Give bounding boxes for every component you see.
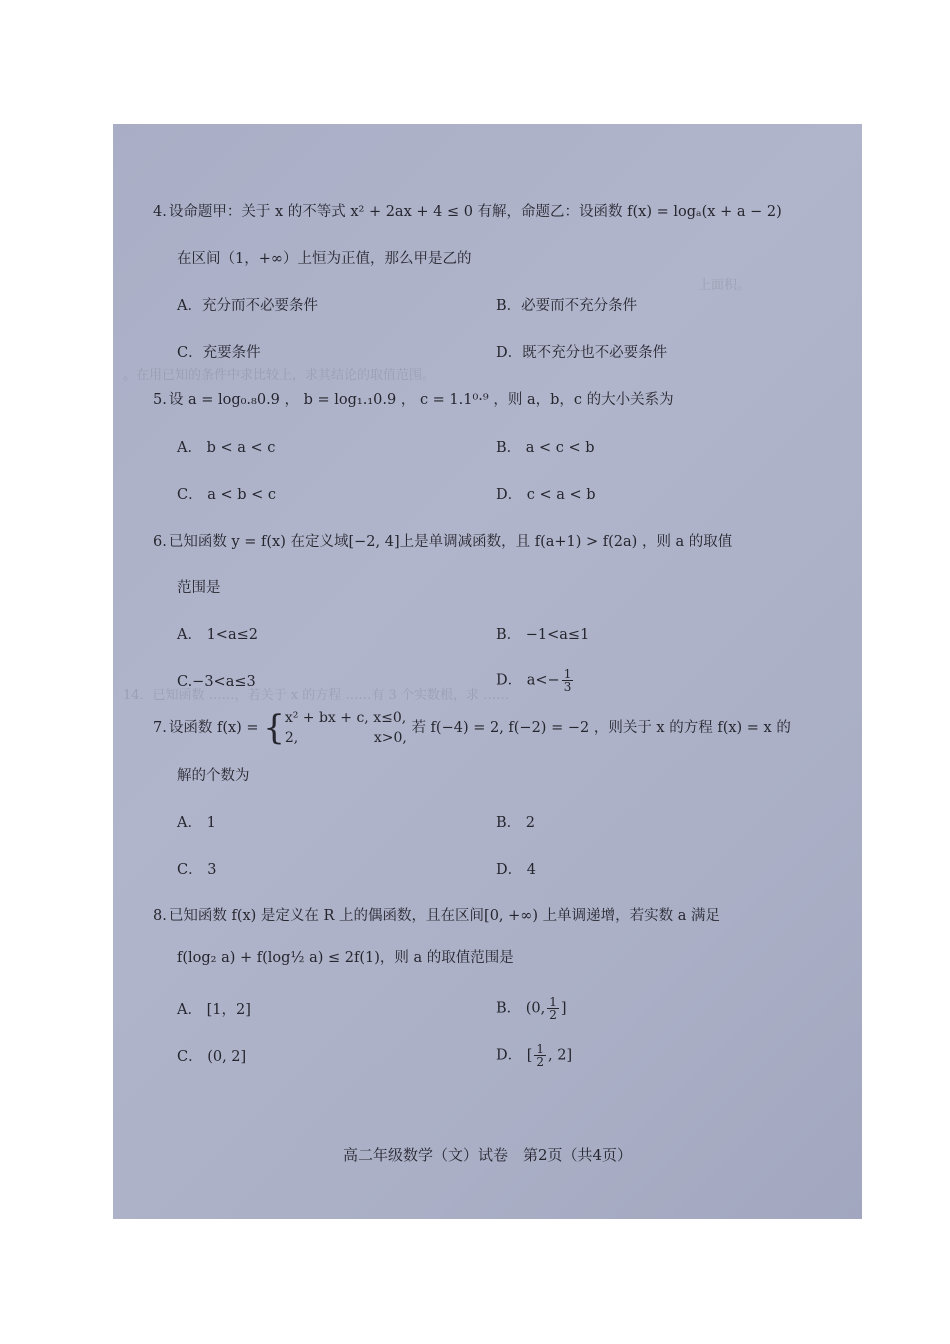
question-6-option-b[interactable]: B． −1<a≤1	[496, 627, 590, 643]
question-5-option-b[interactable]: B． a < c < b	[496, 440, 595, 456]
fraction: $\frac{1}{2}$	[536, 1042, 545, 1069]
question-5-option-d[interactable]: D． c < a < b	[496, 487, 596, 503]
question-7-option-a[interactable]: A． 1	[177, 815, 216, 831]
question-7-option-b[interactable]: B． 2	[496, 815, 535, 831]
question-4-stem: 4. 设命题甲：关于 x 的不等式 x² + 2ax + 4 ≤ 0 有解，命题乙：设函数 f(x) = logₐ(x + a − 2)	[153, 204, 782, 220]
question-5-stem: 5. 设 a = log₀.₈0.9 ， b = log₁.₁0.9 ， c = 1.1⁰·⁹ ，则 a，b，c 的大小关系为	[153, 392, 674, 408]
question-4-option-b[interactable]: B．必要而不充分条件	[496, 298, 638, 314]
question-6-option-d[interactable]: D． a<− $\frac{1}{3}$	[496, 667, 572, 694]
question-6-option-a[interactable]: A． 1<a≤2	[177, 627, 258, 643]
question-4-option-d[interactable]: D．既不充分也不必要条件	[496, 345, 668, 361]
question-8-option-a[interactable]: A． [1，2]	[177, 1002, 251, 1018]
page-footer: 高二年级数学（文）试卷 第2页（共4页）	[342, 1146, 633, 1164]
question-8-option-b[interactable]: B． (0, $\frac{1}{2}$ ]	[496, 995, 567, 1022]
question-6-stem: 6. 已知函数 y = f(x) 在定义域[−2, 4]上是单调减函数，且 f(a+1) > f(2a) ，则 a 的取值	[153, 534, 733, 550]
question-8-option-c[interactable]: C． (0, 2]	[177, 1049, 247, 1065]
fraction: $\frac{1}{2}$	[549, 995, 557, 1022]
question-8-stem: 8. 已知函数 f(x) 是定义在 R 上的偶函数，且在区间[0, +∞) 上单调递增，若实数 a 满足	[153, 908, 721, 924]
piecewise-brace: {	[263, 708, 285, 748]
question-4-option-c[interactable]: C．充要条件	[177, 345, 261, 361]
question-6-stem-cont: 范围是	[177, 580, 221, 596]
question-8-option-d[interactable]: D． [ $\frac{1}{2}$ , 2]	[496, 1042, 573, 1069]
question-5-option-a[interactable]: A． b < a < c	[177, 440, 276, 456]
bleed-through-text: 14．已知函数 ……，若关于 x 的方程 ……有 3 个实数根，求 ……	[123, 688, 510, 703]
question-4-option-a[interactable]: A．充分而不必要条件	[177, 298, 318, 314]
question-6-option-c[interactable]: C.−3<a≤3	[177, 674, 256, 690]
piecewise-definition: x² + bx + c, x≤0, 2, x>0,	[284, 710, 407, 746]
question-5-option-c[interactable]: C． a < b < c	[177, 487, 276, 503]
question-4-stem-cont: 在区间（1，+∞）上恒为正值，那么甲是乙的	[177, 251, 472, 267]
question-7-option-c[interactable]: C． 3	[177, 862, 217, 878]
exam-page	[113, 124, 862, 1219]
question-7-stem-cont: 解的个数为	[177, 768, 250, 784]
fraction: $\frac{1}{3}$	[563, 667, 572, 694]
question-7-stem: 7. 设函数 f(x) = { x² + bx + c, x≤0, 2, x>0, 若 f(−4) = 2, f(−2) = −2 ，则关于 x 的方程 f(x) = x 的	[153, 708, 791, 748]
question-8-stem-cont: f(log₂ a) + f(log½ a) ≤ 2f(1)，则 a 的取值范围是	[177, 950, 514, 966]
bleed-through-text: 上面积。	[698, 278, 751, 293]
question-7-option-d[interactable]: D． 4	[496, 862, 536, 878]
bleed-through-text: 。在用已知的条件中求比较上，求其结论的取值范围。	[123, 368, 436, 383]
